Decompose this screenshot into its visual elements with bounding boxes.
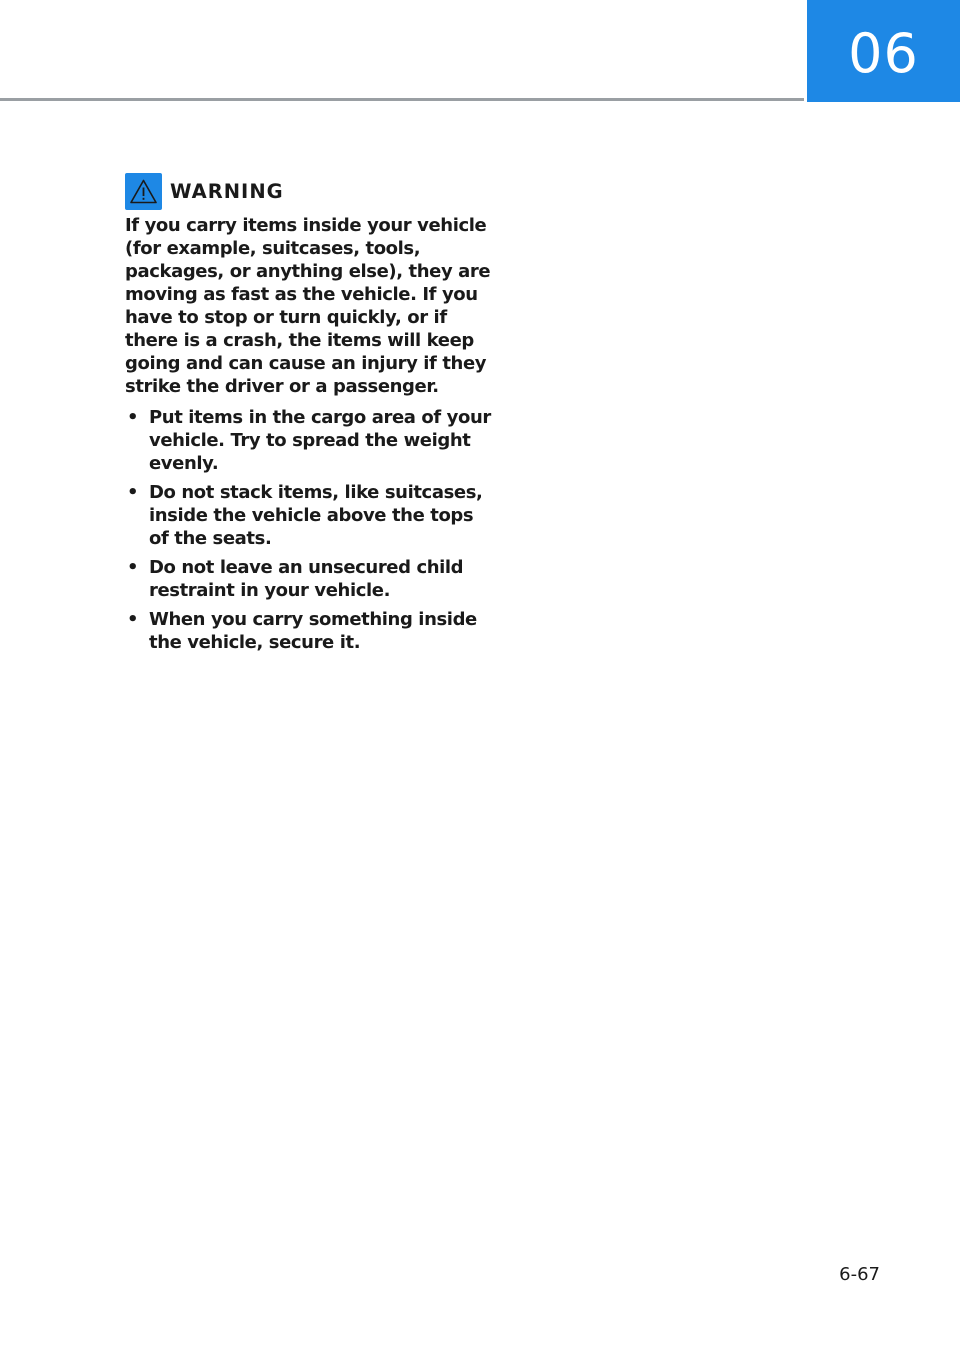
page-number: 6-67 [839, 1264, 880, 1285]
chapter-number: 06 [848, 22, 919, 85]
warning-header [125, 172, 495, 210]
warning-triangle-icon [125, 173, 162, 210]
bullet-dot-icon: • [127, 407, 139, 428]
list-item-text: Do not leave an unsecured child restraint in your vehicle. [149, 557, 464, 601]
list-item-text: Put items in the cargo area of your vehicle. Try to spread the weight evenly. [149, 407, 491, 474]
warning-bullet-list [125, 406, 495, 654]
bullet-dot-icon: • [127, 557, 139, 578]
list-item-text: Do not stack items, like suitcases, inside the vehicle above the tops of the seats. [149, 482, 483, 549]
chapter-tab [807, 0, 960, 102]
bullet-dot-icon: • [127, 482, 139, 503]
list-item [125, 406, 495, 475]
list-item [125, 556, 495, 602]
list-item-text: When you carry something inside the vehicle, secure it. [149, 609, 477, 653]
warning-block [125, 172, 495, 660]
bullet-dot-icon: • [127, 609, 139, 630]
header-rule [0, 98, 804, 101]
warning-body-text: If you carry items inside your vehicle (for example, suitcases, tools, packages, or anything else), they are moving as fast as the vehicle. If you have to stop or turn quickly, or if there is a crash, the items will keep going and can cause an injury if they strike the driver or a passenger. [125, 215, 491, 397]
list-item [125, 608, 495, 654]
warning-label: WARNING [170, 179, 284, 203]
list-item [125, 481, 495, 550]
